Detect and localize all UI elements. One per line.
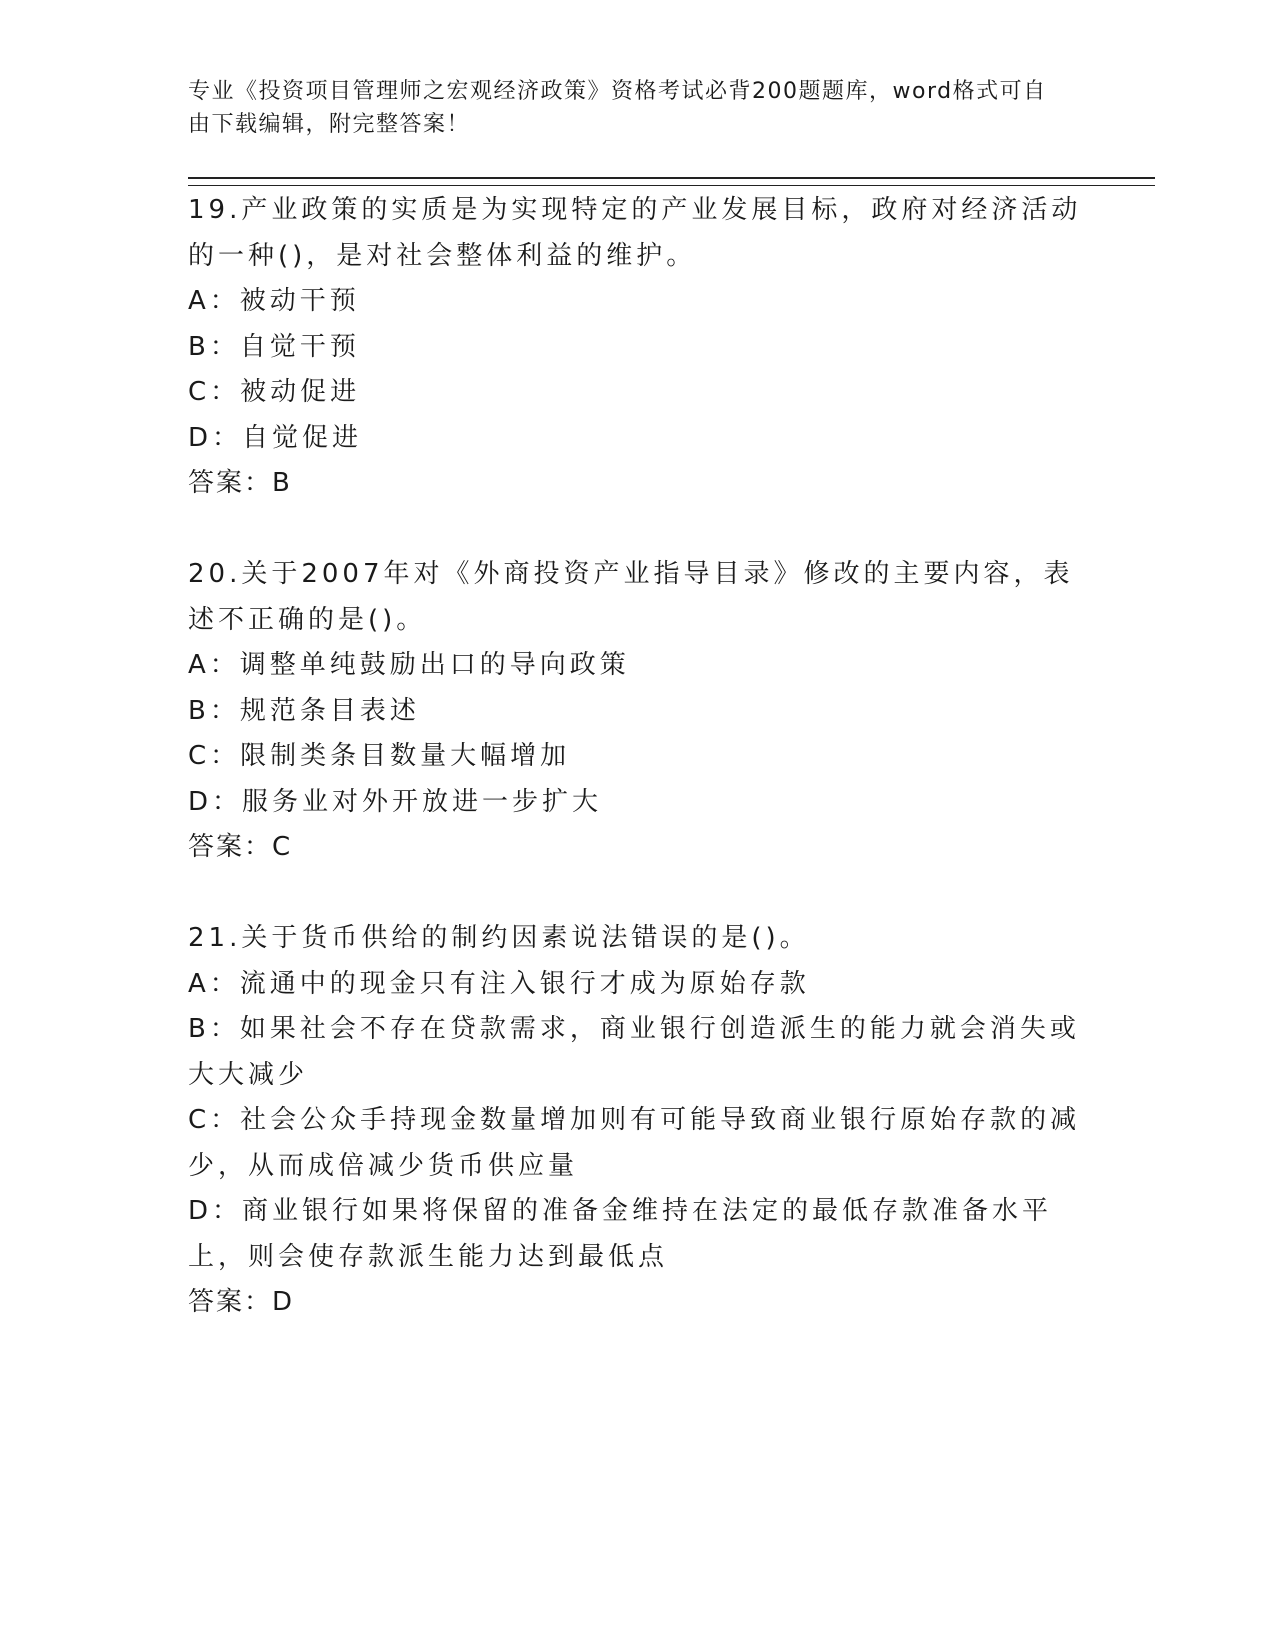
question-stem: 19.产业政策的实质是为实现特定的产业发展目标，政府对经济活动的一种()，是对社会整体利益的维护。 [188, 195, 1082, 271]
question-stem: 21.关于货币供给的制约因素说法错误的是()。 [188, 923, 810, 953]
question-19 [188, 188, 1088, 507]
header-double-rule [188, 177, 1155, 186]
option-d: D：服务业对外开放进一步扩大 [188, 786, 603, 817]
question-stem: 20.关于2007年对《外商投资产业指导目录》修改的主要内容，表述不正确的是()。 [188, 559, 1074, 635]
option-b: B：规范条目表述 [188, 695, 420, 726]
option-d: D：商业银行如果将保留的准备金维持在法定的最低存款准备水平上，则会使存款派生能力达到最低点 [188, 1196, 1053, 1272]
option-b: B：自觉干预 [188, 331, 360, 362]
document-header: 专业《投资项目管理师之宏观经济政策》资格考试必背200题题库，word格式可自由下载编辑，附完整答案！ [188, 79, 1047, 137]
option-c: C：社会公众手持现金数量增加则有可能导致商业银行原始存款的减少，从而成倍减少货币供应量 [188, 1105, 1081, 1181]
answer: 答案：C [188, 832, 293, 862]
option-a: A：被动干预 [188, 286, 360, 316]
option-b: B：如果社会不存在贷款需求，商业银行创造派生的能力就会消失或大大减少 [188, 1014, 1080, 1090]
answer: 答案：D [188, 1287, 295, 1317]
option-c: C：被动促进 [188, 377, 361, 407]
option-d: D：自觉促进 [188, 422, 363, 453]
option-a: A：流通中的现金只有注入银行才成为原始存款 [188, 968, 810, 999]
option-a: A：调整单纯鼓励出口的导向政策 [188, 650, 630, 680]
question-21 [188, 916, 1088, 1326]
answer: 答案：B [188, 468, 292, 498]
option-c: C：限制类条目数量大幅增加 [188, 741, 571, 771]
question-20 [188, 552, 1088, 871]
